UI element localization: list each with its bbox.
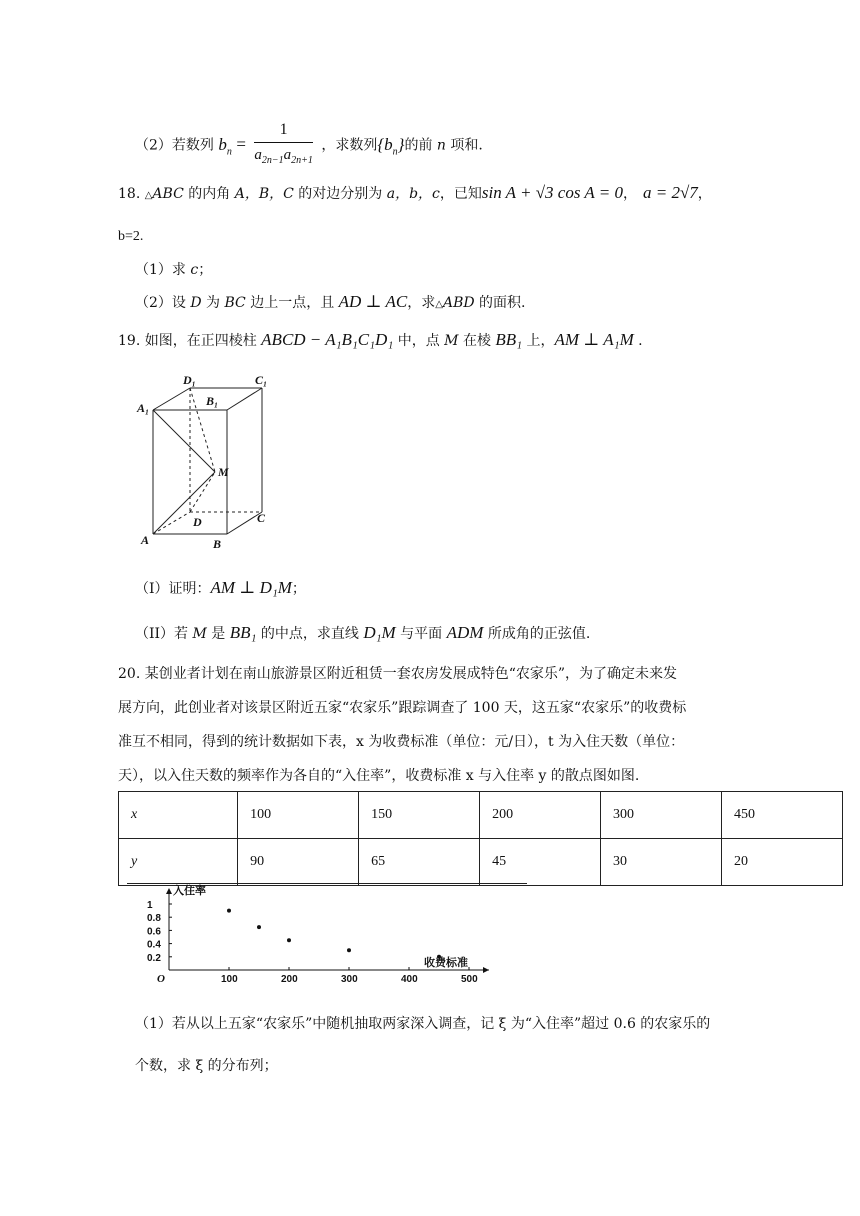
y-tick-label: 1 (147, 900, 153, 911)
q18-p1-c: c (190, 262, 199, 278)
scatter-chart (135, 884, 515, 990)
q17-part2-prefix: （2）若数列 (135, 137, 214, 154)
prism-figure (135, 372, 285, 557)
q18-p2-d: ，求 (407, 295, 436, 311)
q18-t3: ，已知 (439, 186, 482, 202)
q18-eq1: sin A + √3 cos A = 0 (481, 183, 623, 202)
q17-text-a: ，求数列 (321, 137, 378, 154)
q18-part2 (135, 292, 525, 315)
x-tick-label: 300 (341, 974, 358, 985)
q18-p2-a: （2）设 (135, 295, 191, 311)
q18-p1-a: （1）求 (135, 262, 191, 278)
table-cell: y (119, 839, 238, 886)
table-cell: 150 (359, 792, 480, 839)
data-point (347, 948, 351, 952)
q18-vars: A，B，C (234, 186, 294, 202)
data-point (287, 938, 291, 942)
q17-set-open: {b (377, 134, 393, 154)
q18-t5: ， (697, 186, 712, 202)
table-cell: 65 (359, 839, 480, 886)
q20-part1-line1: （1）若从以上五家“农家乐”中随机抽取两家深入调查，记 ξ 为“入住率”超过 0.6 的农家乐的 (135, 1016, 711, 1032)
q17-fraction (254, 120, 313, 171)
label-C1: C₁ (255, 373, 268, 387)
q19-M: M (444, 333, 459, 349)
q18-p2-e: 的面积. (474, 295, 526, 311)
edge-B1C1 (227, 388, 262, 410)
q18-p2-b: 为 (201, 295, 225, 311)
q19-prism: ABCD − A₁B₁C₁D₁ (261, 330, 394, 349)
table-cell: x (119, 792, 238, 839)
table-cell: 200 (480, 792, 601, 839)
q19-p2-M: M (192, 626, 207, 642)
q17-text-b: 的前 (404, 137, 437, 154)
seg-AM (153, 472, 215, 534)
table-cell: 300 (601, 792, 722, 839)
q19-p2-b: 是 (206, 626, 230, 642)
x-tick-label: 100 (221, 974, 238, 985)
q17-n: n (436, 137, 446, 154)
table-cell: 90 (238, 839, 359, 886)
q18-part1 (135, 260, 212, 280)
q18-line2 (118, 227, 143, 247)
q19-cond: AM ⊥ A₁M (554, 330, 634, 349)
q20-para-3: 准互不相同，得到的统计数据如下表，x 为收费标准（单位：元/日），t 为入住天数（单位： (118, 734, 685, 750)
x-axis-label: 收费标准 (424, 956, 468, 969)
q17-frac-num: 1 (254, 120, 313, 143)
q19-p2-line: D₁M (363, 623, 396, 642)
q19-a: 19. 如图，在正四棱柱 (118, 333, 262, 349)
table-row (119, 839, 843, 886)
q17-den-a2: a (283, 147, 292, 163)
y-tick-label: 0.2 (147, 952, 161, 964)
q18-line1 (118, 183, 712, 206)
triangle-icon: △ (435, 299, 443, 310)
table-cell: 450 (721, 792, 842, 839)
table-cell: 30 (601, 839, 722, 886)
q19-p2-edge: BB₁ (229, 623, 257, 642)
q19-edge: BB₁ (495, 330, 523, 349)
q20-para-1: 20. 某创业者计划在南山旅游景区附近租赁一套农房发展成特色“农家乐”，为了确定未来发 (118, 666, 678, 682)
q19-p2-c: 的中点，求直线 (256, 626, 364, 642)
q18-p2-ABD: ABD (442, 295, 475, 311)
q17-text-c: 项和. (445, 137, 483, 154)
q17-den-a1: a (254, 147, 262, 163)
q18-p2-c: 边上一点，且 (245, 295, 339, 311)
label-A: A (141, 533, 150, 547)
label-B1: B₁ (206, 394, 219, 408)
q20-para-2: 展方向，此创业者对该景区附近五家“农家乐”跟踪调查了 100 天，这五家“农家乐”的收费标 (118, 700, 687, 716)
label-D: D (193, 515, 202, 529)
q18-p2-BC: BC (224, 295, 246, 311)
q18-t2: 的对边分别为 (293, 186, 387, 202)
q19-d: 上， (522, 333, 555, 349)
q17-lhs-sub: n (226, 145, 232, 157)
q19-p2-d: 与平面 (395, 626, 447, 642)
q19-p1-a: （I）证明： (135, 581, 211, 597)
y-axis-label: 入住率 (173, 884, 206, 897)
q17-part2 (135, 120, 483, 171)
q18-t1: 的内角 (183, 186, 235, 202)
x-tick-label: 200 (281, 974, 298, 985)
q18-p2-eq: AD ⊥ AC (338, 292, 408, 311)
q17-lhs-b: b (218, 134, 227, 154)
y-axis-arrow-icon (166, 888, 172, 894)
q17-set-close: } (397, 134, 405, 154)
data-point (227, 909, 231, 913)
y-tick-label: 0.6 (147, 926, 161, 938)
q19-p2-plane: ADM (446, 623, 484, 642)
q18-p1-b: ； (198, 262, 213, 278)
q19-b: 中，点 (393, 333, 445, 349)
q17-den-s2: 2n+1 (291, 155, 313, 166)
q18-num: 18. (118, 186, 145, 202)
x-tick-label: 400 (401, 974, 418, 985)
table-cell: 45 (480, 839, 601, 886)
q18-t4: ， (622, 186, 637, 202)
edge-A1D1 (153, 388, 190, 410)
q17-frac-den (254, 143, 313, 171)
data-point (257, 925, 261, 929)
triangle-icon: △ (144, 190, 153, 201)
y-tick-label: 0.8 (147, 913, 161, 925)
q18-abc: ABC (152, 186, 184, 202)
label-D1: D₁ (183, 373, 196, 387)
q18-sides: a，b，c (386, 186, 440, 202)
q17-set (377, 134, 405, 157)
table-cell: 100 (238, 792, 359, 839)
x-axis-arrow-icon (483, 967, 489, 973)
table-cell: 20 (721, 839, 842, 886)
label-M: M (218, 465, 229, 479)
table-row (119, 792, 843, 839)
q19-e: . (633, 333, 643, 349)
q19-part1 (135, 578, 306, 599)
q19-c: 在棱 (458, 333, 496, 349)
q17-den-s1: 2n−1 (261, 155, 284, 166)
seg-DM (190, 472, 215, 512)
q20-part1-line2: 个数，求 ξ 的分布列； (135, 1058, 278, 1074)
q18-eq2: a = 2√7 (642, 183, 698, 202)
q19-p1-eq: AM ⊥ D₁M (210, 578, 292, 597)
q18-p2-D: D (190, 295, 202, 311)
data-table (118, 791, 843, 886)
q19-p2-a: （II）若 (135, 626, 193, 642)
q17-set-sub: n (392, 145, 398, 157)
label-B: B (213, 537, 222, 551)
q20-para-4: 天），以入住天数的频率作为各自的“入住率”，收费标准 x 与入住率 y 的散点图如图. (118, 768, 640, 784)
x-tick-label: 500 (461, 974, 478, 985)
q19-p2-e: 所成角的正弦值. (483, 626, 591, 642)
y-tick-label: 0.4 (147, 939, 161, 951)
q18-b-value: b=2. (118, 229, 144, 244)
q19-line (118, 330, 643, 351)
q17-lhs (218, 134, 232, 157)
q17-eq-sign: = (236, 134, 246, 154)
q19-p1-b: ； (291, 581, 306, 597)
label-C: C (257, 511, 266, 525)
origin-label: O (157, 973, 165, 985)
q19-part2 (135, 623, 590, 644)
label-A1: A₁ (137, 401, 150, 415)
